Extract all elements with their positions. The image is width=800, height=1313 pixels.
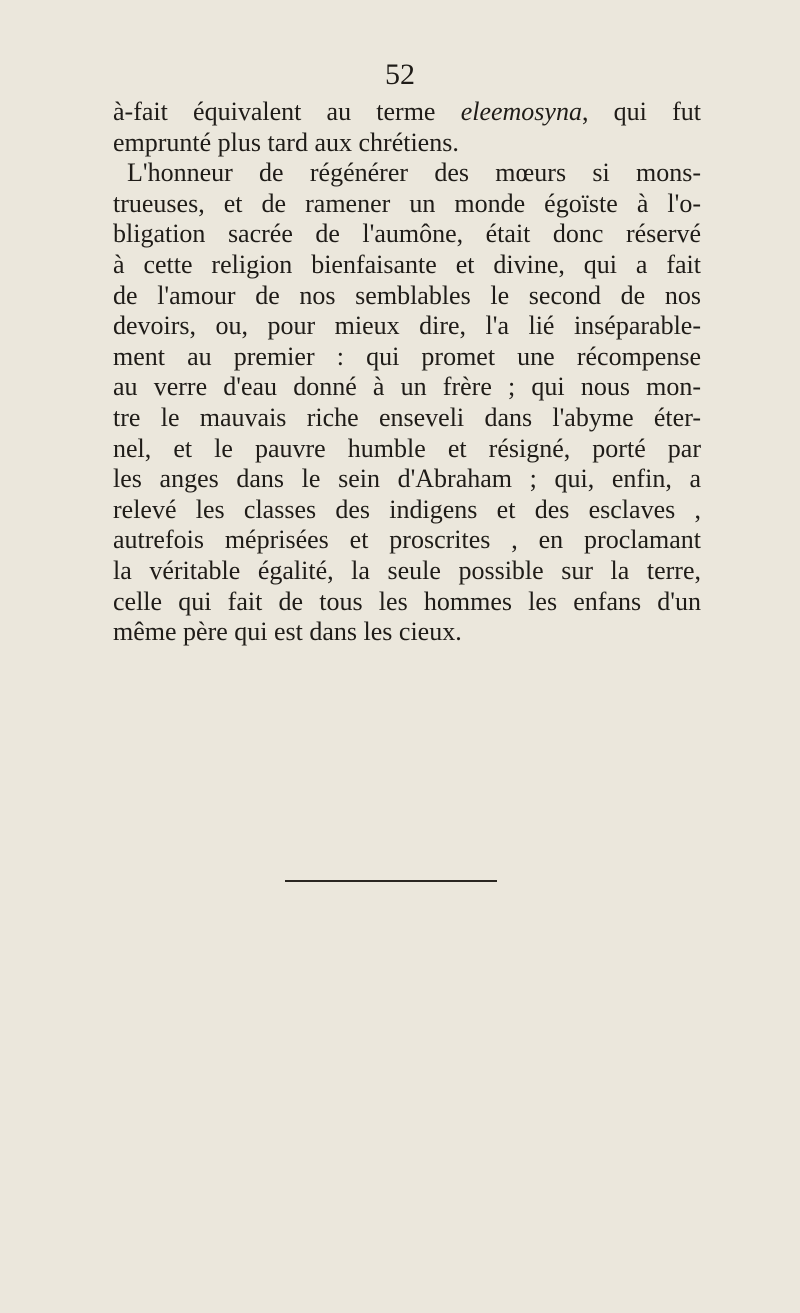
text-line-11: tre le mauvais riche enseveli dans l'abyme éter- xyxy=(113,402,701,432)
body-text xyxy=(113,97,701,648)
text-line-14: relevé les classes des indigens et des esclaves , xyxy=(113,494,701,524)
page-number: 52 xyxy=(385,58,415,91)
text-line-13: les anges dans le sein d'Abraham ; qui, enfin, a xyxy=(113,464,701,494)
text-line-4: trueuses, et de ramener un monde égoïste à l'o- xyxy=(113,188,701,218)
text-line-1-end: , qui fut xyxy=(581,97,701,126)
text-line-3: L'honneur de régénérer des mœurs si mons- xyxy=(127,158,701,188)
text-line-9: ment au premier : qui promet une récompense xyxy=(113,341,701,371)
section-divider-rule xyxy=(285,880,497,882)
text-line-12: nel, et le pauvre humble et résigné, porté par xyxy=(113,433,701,463)
text-line-17: celle qui fait de tous les hommes les enfans d'un xyxy=(113,586,701,616)
text-line-15: autrefois méprisées et proscrites , en proclamant xyxy=(113,525,701,555)
text-line-6: à cette religion bienfaisante et divine, qui a fait xyxy=(113,249,701,279)
text-line-1 xyxy=(113,97,701,128)
text-line-1-start: à-fait équivalent au terme xyxy=(113,97,461,126)
text-line-10: au verre d'eau donné à un frère ; qui nous mon- xyxy=(113,372,701,402)
text-line-8: devoirs, ou, pour mieux dire, l'a lié inséparable- xyxy=(113,311,701,341)
text-line-18: même père qui est dans les cieux. xyxy=(113,617,462,647)
text-line-16: la véritable égalité, la seule possible sur la terre, xyxy=(113,555,701,585)
latin-term: eleemosyna xyxy=(460,97,582,126)
text-line-7: de l'amour de nos semblables le second de nos xyxy=(113,280,701,310)
text-line-5: bligation sacrée de l'aumône, était donc réservé xyxy=(113,219,701,249)
text-line-2: emprunté plus tard aux chrétiens. xyxy=(113,127,459,157)
